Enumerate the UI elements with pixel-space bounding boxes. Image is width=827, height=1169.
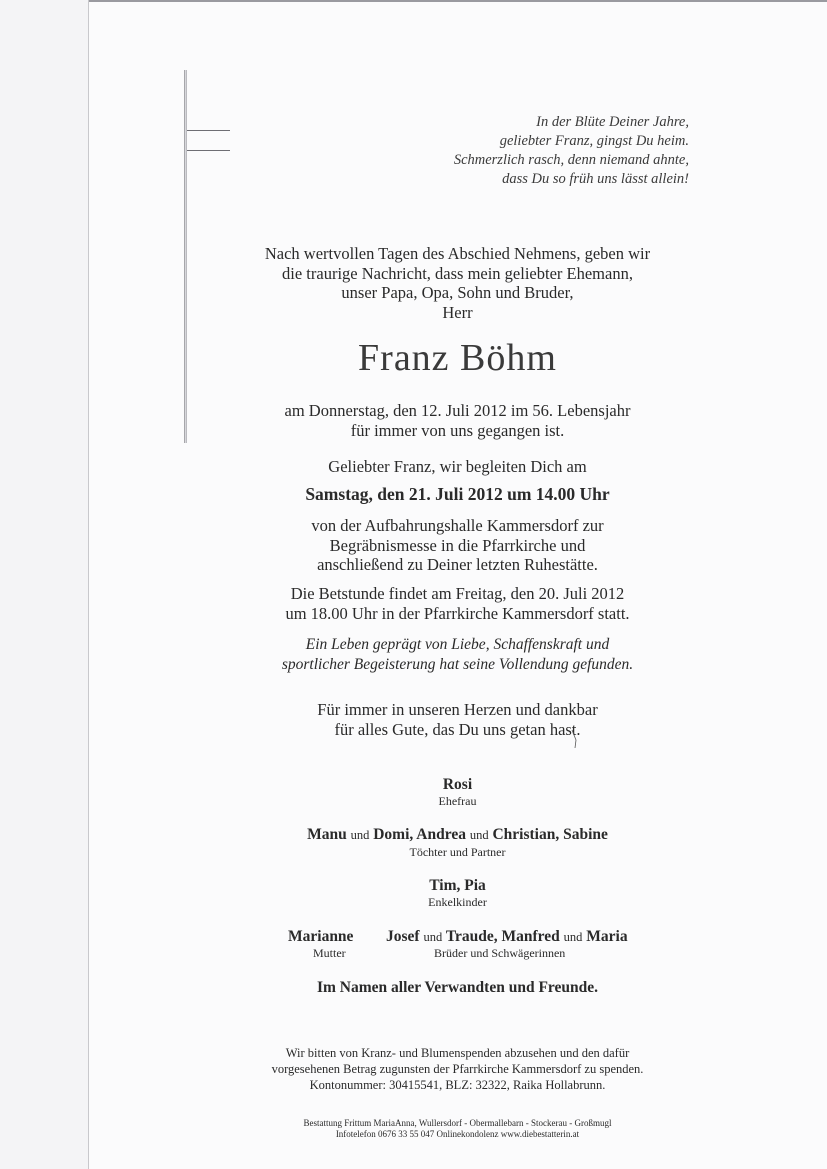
death-line: für immer von uns gegangen ist.	[350, 420, 565, 440]
footer-line: Infotelefon 0676 33 55 047 Onlinekondolenz www.diebestatterin.at	[335, 1129, 580, 1139]
poem	[454, 113, 689, 189]
intro-text	[88, 244, 827, 322]
life-line: sportlicher Begeisterung hat seine Vollendung gefunden.	[281, 655, 634, 673]
life-line: Ein Leben geprägt von Liebe, Schaffenskraft und	[305, 636, 610, 653]
procession-text	[88, 516, 827, 575]
mourner-name: Domi, Andrea	[373, 826, 466, 843]
mourner-name: Traude, Manfred	[445, 928, 560, 945]
pen-mark-icon	[570, 728, 582, 750]
intro-line: die traurige Nachricht, dass mein geliebter Ehemann,	[282, 263, 633, 283]
closing-line: Im Namen aller Verwandten und Freunde.	[316, 979, 599, 996]
mourner-mother-name: Marianne	[288, 928, 354, 945]
forever-text	[88, 700, 827, 739]
forever-line: für alles Gute, das Du uns getan hast.	[334, 719, 581, 739]
prayer-line: um 18.00 Uhr in der Pfarrkirche Kammersdorf statt.	[285, 603, 630, 623]
accompany-text: Geliebter Franz, wir begleiten Dich am	[328, 457, 587, 476]
undertaker-footer	[88, 1118, 827, 1140]
mourner-name: Josef	[386, 928, 420, 945]
life-quote	[88, 635, 827, 674]
mourner-siblings-role: Brüder und Schwägerinnen	[434, 946, 566, 960]
intro-line: Herr	[442, 302, 473, 322]
conjunction: und	[469, 828, 489, 842]
procession-line: anschließend zu Deiner letzten Ruhestätte.	[317, 555, 598, 574]
death-line: am Donnerstag, den 12. Juli 2012 im 56. Lebensjahr	[284, 401, 631, 420]
donation-request	[88, 1045, 827, 1093]
conjunction: und	[423, 930, 443, 944]
poem-line: geliebter Franz, gingst Du heim.	[499, 133, 689, 149]
mourner-mother-role: Mutter	[313, 946, 346, 960]
funeral-date: Samstag, den 21. Juli 2012 um 14.00 Uhr	[305, 484, 610, 504]
request-line: Wir bitten von Kranz- und Blumenspenden abzusehen und den dafür	[285, 1046, 630, 1060]
conjunction: und	[350, 828, 370, 842]
forever-line: Für immer in unseren Herzen und dankbar	[317, 700, 598, 719]
poem-line: dass Du so früh uns lässt allein!	[502, 171, 689, 187]
procession-line: von der Aufbahrungshalle Kammersdorf zur	[311, 516, 604, 535]
footer-line: Bestattung Frittum MariaAnna, Wullersdorf - Obermallebarn - Stockerau - Großmugl	[303, 1118, 612, 1128]
request-line: vorgesehenen Betrag zugunsten der Pfarrkirche Kammersdorf zu spenden.	[271, 1062, 644, 1076]
mourner-name: Manu	[307, 826, 347, 843]
mourner-wife-role: Ehefrau	[438, 794, 477, 808]
mourner-siblings	[386, 928, 628, 946]
prayer-hour-text	[88, 584, 827, 623]
conjunction: und	[563, 930, 583, 944]
intro-line: Nach wertvollen Tagen des Abschied Nehmens, geben wir	[264, 244, 651, 263]
mourner-name: Maria	[586, 928, 628, 945]
mourner-wife-name: Rosi	[442, 776, 473, 793]
deceased-name: Franz Böhm	[358, 337, 557, 379]
mourner-grandchildren-role: Enkelkinder	[428, 895, 487, 909]
poem-line: In der Blüte Deiner Jahre,	[536, 114, 689, 130]
procession-line: Begräbnismesse in die Pfarrkirche und	[329, 535, 586, 555]
prayer-line: Die Betstunde findet am Freitag, den 20. Juli 2012	[290, 584, 625, 603]
poem-line: Schmerzlich rasch, denn niemand ahnte,	[453, 152, 689, 168]
cross-bar	[187, 130, 230, 152]
mourner-grandchildren-name: Tim, Pia	[429, 877, 486, 894]
request-line: Kontonummer: 30415541, BLZ: 32322, Raika Hollabrunn.	[309, 1078, 606, 1092]
intro-line: unser Papa, Opa, Sohn und Bruder,	[341, 283, 574, 302]
mourner-daughters	[88, 826, 827, 844]
mourner-name: Christian, Sabine	[492, 826, 608, 843]
mourner-daughters-role: Töchter und Partner	[409, 845, 506, 859]
death-notice	[88, 401, 827, 440]
sheet-top-edge	[89, 0, 827, 2]
